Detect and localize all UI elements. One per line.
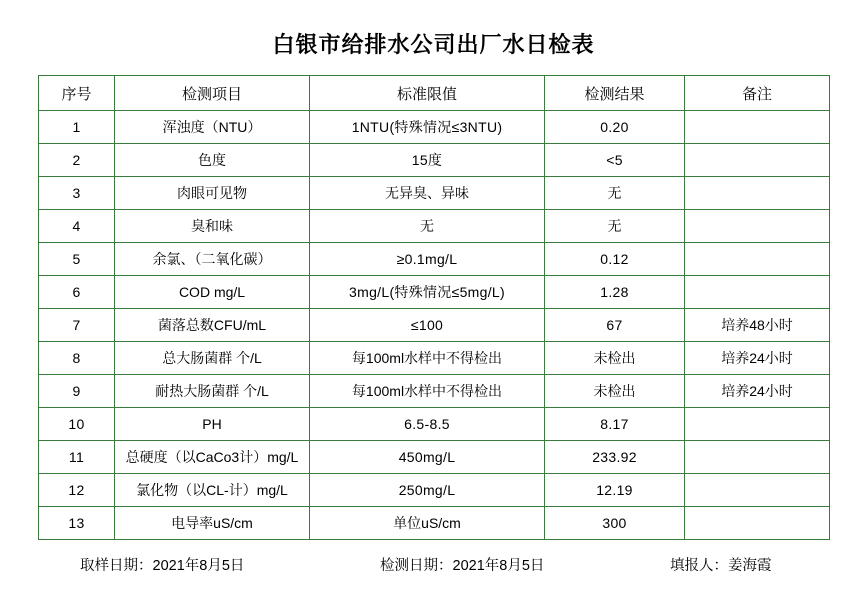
cell-no: 11 (39, 441, 115, 474)
table-header-row (39, 76, 830, 111)
cell-no: 3 (39, 177, 115, 210)
cell-no: 2 (39, 144, 115, 177)
cell-remark (685, 243, 830, 276)
table-row (39, 408, 830, 441)
cell-remark (685, 177, 830, 210)
cell-result: 无 (545, 177, 685, 210)
table-row (39, 276, 830, 309)
cell-result: 8.17 (545, 408, 685, 441)
cell-no: 9 (39, 375, 115, 408)
cell-remark: 培养24小时 (685, 375, 830, 408)
page-title: 白银市给排水公司出厂水日检表 (272, 32, 595, 57)
cell-result: <5 (545, 144, 685, 177)
cell-item: 余氯、（二氧化碳） (115, 243, 310, 276)
cell-item: PH (115, 408, 310, 441)
cell-no: 1 (39, 111, 115, 144)
cell-result: 未检出 (545, 342, 685, 375)
column-header-no: 序号 (39, 76, 115, 111)
table-row (39, 342, 830, 375)
cell-item: 电导率uS/cm (115, 507, 310, 540)
cell-no: 7 (39, 309, 115, 342)
cell-result: 0.20 (545, 111, 685, 144)
water-quality-table (38, 75, 830, 540)
cell-no: 12 (39, 474, 115, 507)
cell-standard: 450mg/L (310, 441, 545, 474)
reporter-name: 填报人：姜海霞 (670, 558, 772, 574)
cell-item: 菌落总数CFU/mL (115, 309, 310, 342)
cell-standard: 1NTU(特殊情况≤3NTU) (310, 111, 545, 144)
cell-item: 总大肠菌群 个/L (115, 342, 310, 375)
cell-remark (685, 474, 830, 507)
testing-date: 检测日期：2021年8月5日 (380, 558, 545, 574)
table-row (39, 144, 830, 177)
table-row (39, 210, 830, 243)
cell-standard: 每100ml水样中不得检出 (310, 342, 545, 375)
cell-result: 0.12 (545, 243, 685, 276)
cell-remark (685, 507, 830, 540)
column-header-standard: 标准限值 (310, 76, 545, 111)
sampling-date: 取样日期：2021年8月5日 (80, 558, 245, 574)
cell-no: 6 (39, 276, 115, 309)
table-row (39, 441, 830, 474)
cell-item: 浑浊度（NTU） (115, 111, 310, 144)
cell-remark (685, 111, 830, 144)
cell-remark (685, 441, 830, 474)
cell-standard: ≥0.1mg/L (310, 243, 545, 276)
cell-standard: 250mg/L (310, 474, 545, 507)
cell-item: 总硬度（以CaCo3计）mg/L (115, 441, 310, 474)
cell-remark (685, 408, 830, 441)
column-header-result: 检测结果 (545, 76, 685, 111)
cell-item: 耐热大肠菌群 个/L (115, 375, 310, 408)
cell-result: 233.92 (545, 441, 685, 474)
cell-standard: 无 (310, 210, 545, 243)
table-body (39, 111, 830, 540)
cell-item: 臭和味 (115, 210, 310, 243)
column-header-item: 检测项目 (115, 76, 310, 111)
cell-standard: ≤100 (310, 309, 545, 342)
table-row (39, 375, 830, 408)
cell-remark: 培养24小时 (685, 342, 830, 375)
cell-result: 67 (545, 309, 685, 342)
cell-result: 1.28 (545, 276, 685, 309)
table-row (39, 309, 830, 342)
cell-no: 4 (39, 210, 115, 243)
cell-item: 肉眼可见物 (115, 177, 310, 210)
cell-no: 8 (39, 342, 115, 375)
table-row (39, 177, 830, 210)
cell-standard: 15度 (310, 144, 545, 177)
cell-no: 10 (39, 408, 115, 441)
cell-item: 氯化物（以CL-计）mg/L (115, 474, 310, 507)
document-footer (0, 554, 867, 575)
column-header-remark: 备注 (685, 76, 830, 111)
cell-no: 5 (39, 243, 115, 276)
cell-result: 12.19 (545, 474, 685, 507)
report-table-container (0, 75, 867, 540)
table-row (39, 111, 830, 144)
cell-standard: 单位uS/cm (310, 507, 545, 540)
cell-result: 未检出 (545, 375, 685, 408)
cell-standard: 3mg/L(特殊情况≤5mg/L) (310, 276, 545, 309)
cell-remark (685, 276, 830, 309)
cell-result: 300 (545, 507, 685, 540)
cell-result: 无 (545, 210, 685, 243)
cell-remark (685, 144, 830, 177)
table-header (39, 76, 830, 111)
cell-item: COD mg/L (115, 276, 310, 309)
table-row (39, 507, 830, 540)
cell-standard: 无异臭、异味 (310, 177, 545, 210)
table-row (39, 243, 830, 276)
table-row (39, 474, 830, 507)
cell-standard: 每100ml水样中不得检出 (310, 375, 545, 408)
cell-remark (685, 210, 830, 243)
cell-item: 色度 (115, 144, 310, 177)
cell-remark: 培养48小时 (685, 309, 830, 342)
cell-no: 13 (39, 507, 115, 540)
cell-standard: 6.5-8.5 (310, 408, 545, 441)
